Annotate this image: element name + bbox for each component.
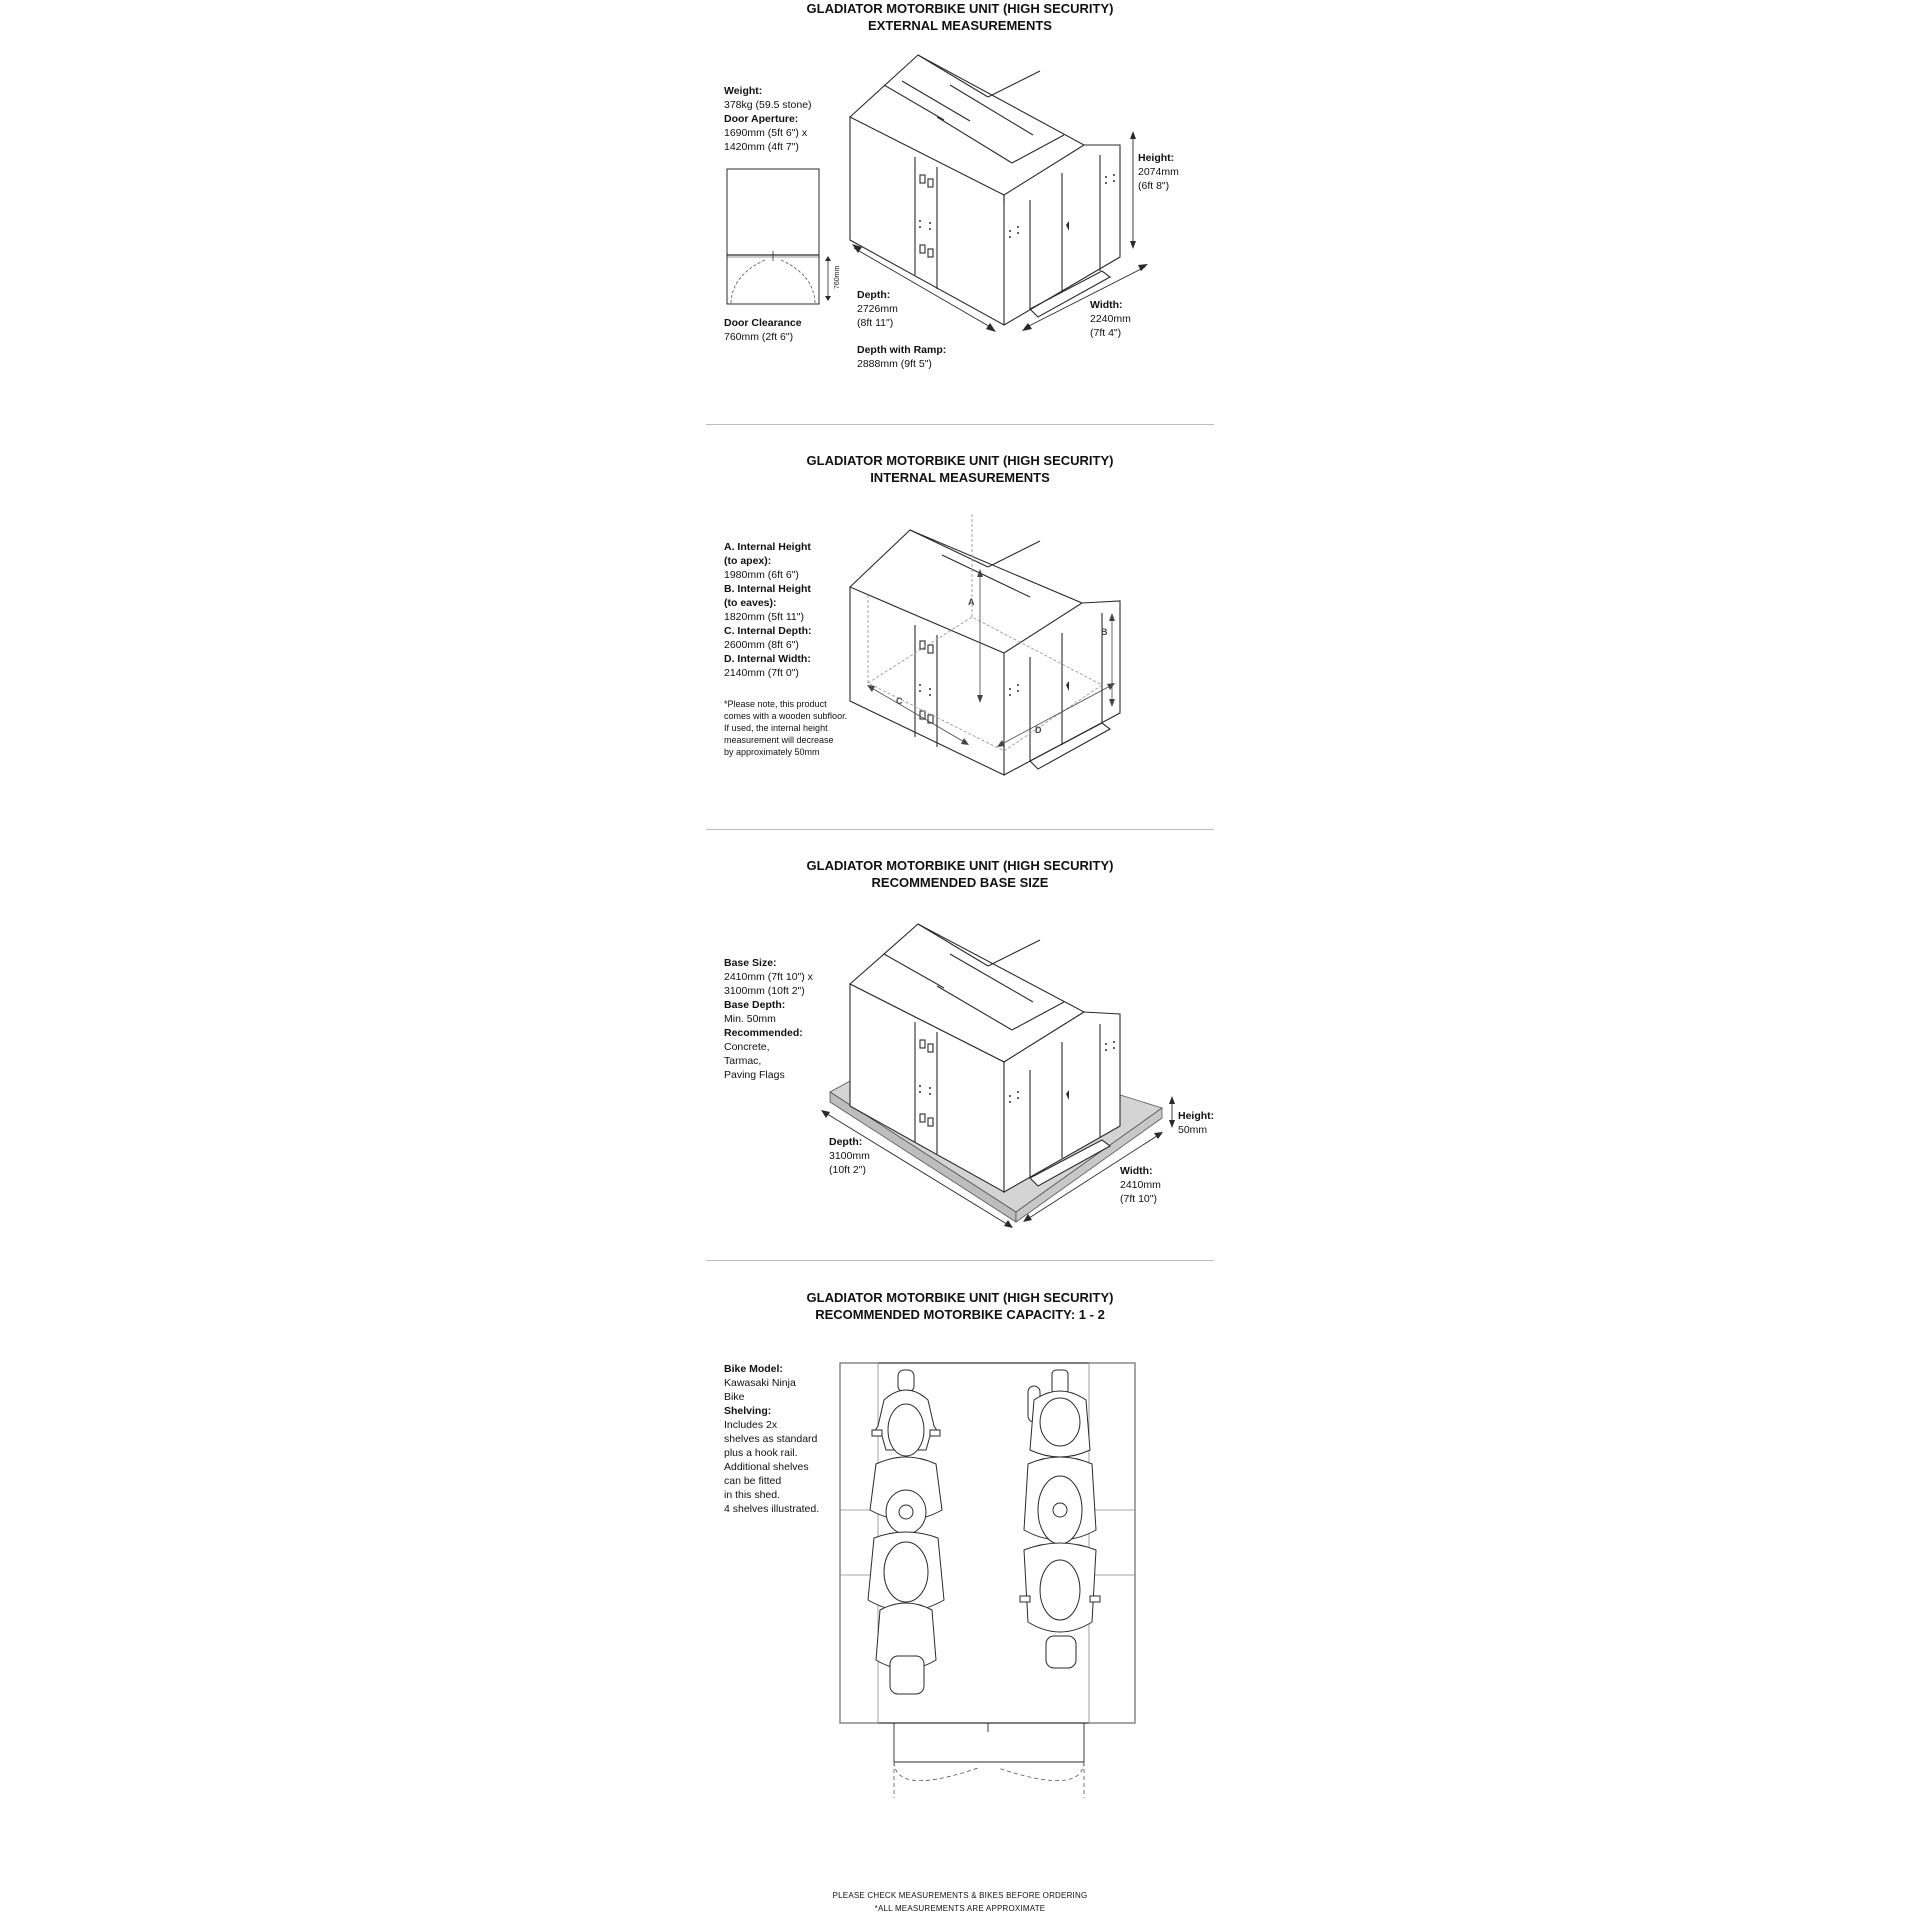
a-label-2: (to apex): [724,555,772,567]
section4-title-line1: GLADIATOR MOTORBIKE UNIT (HIGH SECURITY) [806,1290,1114,1305]
base-size-label: Base Size: [724,957,777,969]
base-depth-line2: (10ft 2") [829,1164,866,1176]
depth-line1: 2726mm [857,303,898,315]
door-aperture-line1: 1690mm (5ft 6") x [724,127,808,139]
mark-a: A [968,597,975,607]
d-value: 2140mm (7ft 0") [724,667,799,679]
door-clearance-value: 760mm (2ft 6") [724,331,794,343]
section2-specs [724,540,812,680]
footer [0,1889,1920,1915]
rec-3: Paving Flags [724,1069,785,1081]
section2-title-line2: INTERNAL MEASUREMENTS [870,470,1050,485]
c-value: 2600mm (8ft 6") [724,639,799,651]
shelving-label: Shelving: [724,1405,772,1417]
c-label: C. Internal Depth: [724,625,812,637]
height-label: Height: [1138,152,1175,164]
height-line1: 2074mm [1138,166,1179,178]
bike-model-label: Bike Model: [724,1363,783,1375]
shelving-1: Includes 2x [724,1419,778,1431]
section3-title [0,857,1920,891]
base-size-line2: 3100mm (10ft 2") [724,985,805,997]
shelving-6: in this shed. [724,1489,781,1501]
b-label-2: (to eaves): [724,597,777,609]
base-height-value: 50mm [1178,1124,1208,1136]
door-clearance-label: Door Clearance [724,317,802,329]
shelving-4: Additional shelves [724,1461,809,1473]
note-line3: If used, the internal height [724,723,828,733]
depth-ramp-value: 2888mm (9ft 5") [857,358,932,370]
section3-title-line1: GLADIATOR MOTORBIKE UNIT (HIGH SECURITY) [806,858,1114,873]
mark-b: B [1101,627,1108,637]
height-text [1138,151,1179,193]
depth-ramp-label: Depth with Ramp: [857,344,947,356]
mark-d: D [1035,725,1042,735]
width-line1: 2240mm [1090,313,1131,325]
note-line5: by approximately 50mm [724,747,820,757]
shelving-2: shelves as standard [724,1433,818,1445]
height-line2: (6ft 8") [1138,180,1170,192]
section4-title [0,1289,1920,1323]
shelving-7: 4 shelves illustrated. [724,1503,820,1515]
b-value: 1820mm (5ft 11") [724,611,804,623]
door-clearance-dim: 760mm [834,265,841,289]
door-aperture-label: Door Aperture: [724,113,799,125]
width-line2: (7ft 4") [1090,327,1122,339]
depth-label: Depth: [857,289,891,301]
weight-value: 378kg (59.5 stone) [724,99,812,111]
base-depth-line1: 3100mm [829,1150,870,1162]
footer-line2: *ALL MEASUREMENTS ARE APPROXIMATE [874,1904,1046,1913]
bike-model-2: Bike [724,1391,745,1403]
base-depth-text [829,1135,870,1177]
b-label-1: B. Internal Height [724,583,811,595]
shelving-3: plus a hook rail. [724,1447,798,1459]
rec-2: Tarmac, [724,1055,762,1067]
section2-title [0,452,1920,486]
shed-internal-drawing [840,505,1160,785]
note-line1: *Please note, this product [724,699,827,709]
mark-c: C [896,696,903,706]
base-width-label: Width: [1120,1165,1153,1177]
section4-specs [724,1362,819,1516]
d-label: D. Internal Width: [724,653,811,665]
depth-text [857,288,898,330]
bike-model-1: Kawasaki Ninja [724,1377,796,1389]
base-height-text [1178,1109,1214,1137]
a-label-1: A. Internal Height [724,541,811,553]
footer-line1: PLEASE CHECK MEASUREMENTS & BIKES BEFORE ORDERING [832,1891,1088,1900]
section-divider-1 [706,424,1214,425]
door-clearance-text [724,316,802,344]
base-width-text [1120,1164,1161,1206]
depth-ramp-text [857,343,946,371]
section4-title-line2: RECOMMENDED MOTORBIKE CAPACITY: 1 - 2 [815,1307,1105,1322]
depth-line2: (8ft 11") [857,317,894,329]
section1-title-line2: EXTERNAL MEASUREMENTS [868,18,1052,33]
width-label: Width: [1090,299,1123,311]
base-depth-value: Min. 50mm [724,1013,776,1025]
base-size-line1: 2410mm (7ft 10") x [724,971,813,983]
base-depth-dim-label: Depth: [829,1136,863,1148]
door-clearance-diagram [720,165,850,305]
section1-specs [724,84,812,154]
section2-title-line1: GLADIATOR MOTORBIKE UNIT (HIGH SECURITY) [806,453,1114,468]
section-divider-3 [706,1260,1214,1261]
weight-label: Weight: [724,85,763,97]
subfloor-note [724,698,847,758]
width-text [1090,298,1131,340]
base-height-label: Height: [1178,1110,1215,1122]
section1-title-line1: GLADIATOR MOTORBIKE UNIT (HIGH SECURITY) [806,1,1114,16]
section3-title-line2: RECOMMENDED BASE SIZE [871,875,1049,890]
a-value: 1980mm (6ft 6") [724,569,799,581]
note-line2: comes with a wooden subfloor. [724,711,848,721]
section-divider-2 [706,829,1214,830]
door-aperture-line2: 1420mm (4ft 7") [724,141,799,153]
section3-specs [724,956,813,1082]
base-width-line1: 2410mm [1120,1179,1161,1191]
base-depth-label: Base Depth: [724,999,786,1011]
base-width-line2: (7ft 10") [1120,1193,1157,1205]
rec-1: Concrete, [724,1041,770,1053]
section1-title [0,0,1920,34]
floor-plan-drawing [838,1360,1138,1800]
recommended-label: Recommended: [724,1027,803,1039]
shelving-5: can be fitted [724,1475,782,1487]
note-line4: measurement will decrease [724,735,834,745]
